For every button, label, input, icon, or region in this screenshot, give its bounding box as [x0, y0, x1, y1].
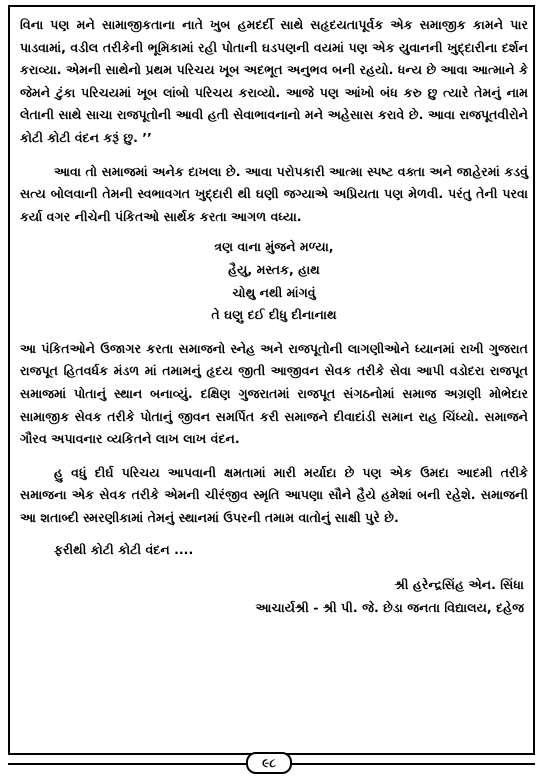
page-content: [20, 14, 528, 619]
paragraph-4: હુ વધું દીર્ઘ પરિચય આપવાની ક્ષમતામાં મારી મર્યાદા છે પણ એક ઉમદા આદમી તરીકે સમાજના એક સેવક તરીકે એમની ચીરંજીવ સ્મૃતિ આપણા સૌને હૈયે હમેશાં બની રહેશે. સમાજની આ શતાબ્દી સ્મરણીકામાં તેમનું સ્થાનમાં ઉપરની તમામ વાતોનું સાક્ષી પુરે છે.: [20, 464, 528, 525]
signature-block: [20, 574, 528, 619]
poem-line-2: હૈયુ, મસ્તક, હાથ: [228, 261, 320, 277]
signature-name: શ્રી હરેન્દ્રસિંહ એન. સિંધા: [394, 577, 524, 593]
poem: [20, 236, 528, 326]
paragraph-1: વિના પણ મને સામાજીકતાના નાતે ખુબ હમદર્દી સાથે સહૃદયતાપૂર્વક એક સમાજીક કામને પાર પાડવામાં, વડીલ તરીકેની ભૂમિકામાં રહી પોતાની ઘડપણની વયમાં પણ એક યુવાનની ખુદ્દારીના દર્શન કરાવ્યા. એમની સાથેનો પ્રથમ પરિચય ખૂબ અદભૂત અનુભવ બની રહયો. ધન્ય છે આવા આત્માને કે જેમને ટુંકા પરિચયમાં ખૂબ લાંબો પરિચય કરાવ્યો. આજે પણ આંખો બંધ કરુ છુ ત્યારે તેમનું નામ લેતાની સાથે સાચા રાજપૂતોની આવી હતી સેવાભાવનાનો મને અહેસાસ કરાવે છે. આવા રાજપૂતવીરોને કોટી કોટી વંદન કરૂં છુ. ’’: [20, 17, 528, 145]
paragraph-3: આ પંકિતઓને ઉજાગર કરતા સમાજનો સ્નેહ અને રાજપૂતોની લાગણીઓને ધ્યાનમાં રાખી ગુજરાત રાજપૂત હિતવર્ધક મંડળ માં તમામનું હૃદય જીતી આજીવન સેવક તરીકે સેવા આપી વડોદરા રાજપૂત સમાજમાં પોતાનું સ્થાન બનાવ્યું. દક્ષિણ ગુજરાતમાં રાજપૂત સંગઠનોમાં સમાજ અગ્રણી મોભેદાર સામાજીક સેવક તરીકે પોતાનું જીવન સમર્પિત કરી સમાજને દીવાદાંડી સમાન રાહ ચિંધ્યો. સમાજને ગૌરવ અપાવનાર વ્યકિતને લાખ લાખ વંદન.: [20, 340, 528, 447]
page-number: ૯૮: [246, 752, 292, 774]
poem-line-1: ત્રણ વાના મુંજને મળ્યા,: [214, 239, 334, 255]
paragraph-2: આવા તો સમાજમાં અનેક દાખલા છે. આવા પરોપકારી આત્મા સ્પષ્ટ વક્તા અને જાહેરમાં કડવું સત્ય બોલવાની તેમની સ્વભાવગત ખુદ્દારી થી ઘણી જગ્યાએ અપ્રિયતા પણ મેળવી. પરંતુ તેની પરવા કર્યા વગર નીચેની પંકિતઓ સાર્થક કરતા આગળ વધ્યા.: [20, 163, 528, 224]
poem-line-4: તે ઘણુ દઈ દીધુ દીનાનાથ: [211, 307, 337, 323]
signature-title: આચાર્યશ્રી - શ્રી પી. જે. છેડા જનતા વિદ્યાલય, દહેજ: [255, 599, 524, 615]
page-footer: [0, 751, 550, 777]
poem-line-3: ચોથુ નથી માંગવું: [232, 284, 316, 300]
closing-line: ફરીથી કોટી કોટી વંદન ....: [54, 542, 194, 558]
